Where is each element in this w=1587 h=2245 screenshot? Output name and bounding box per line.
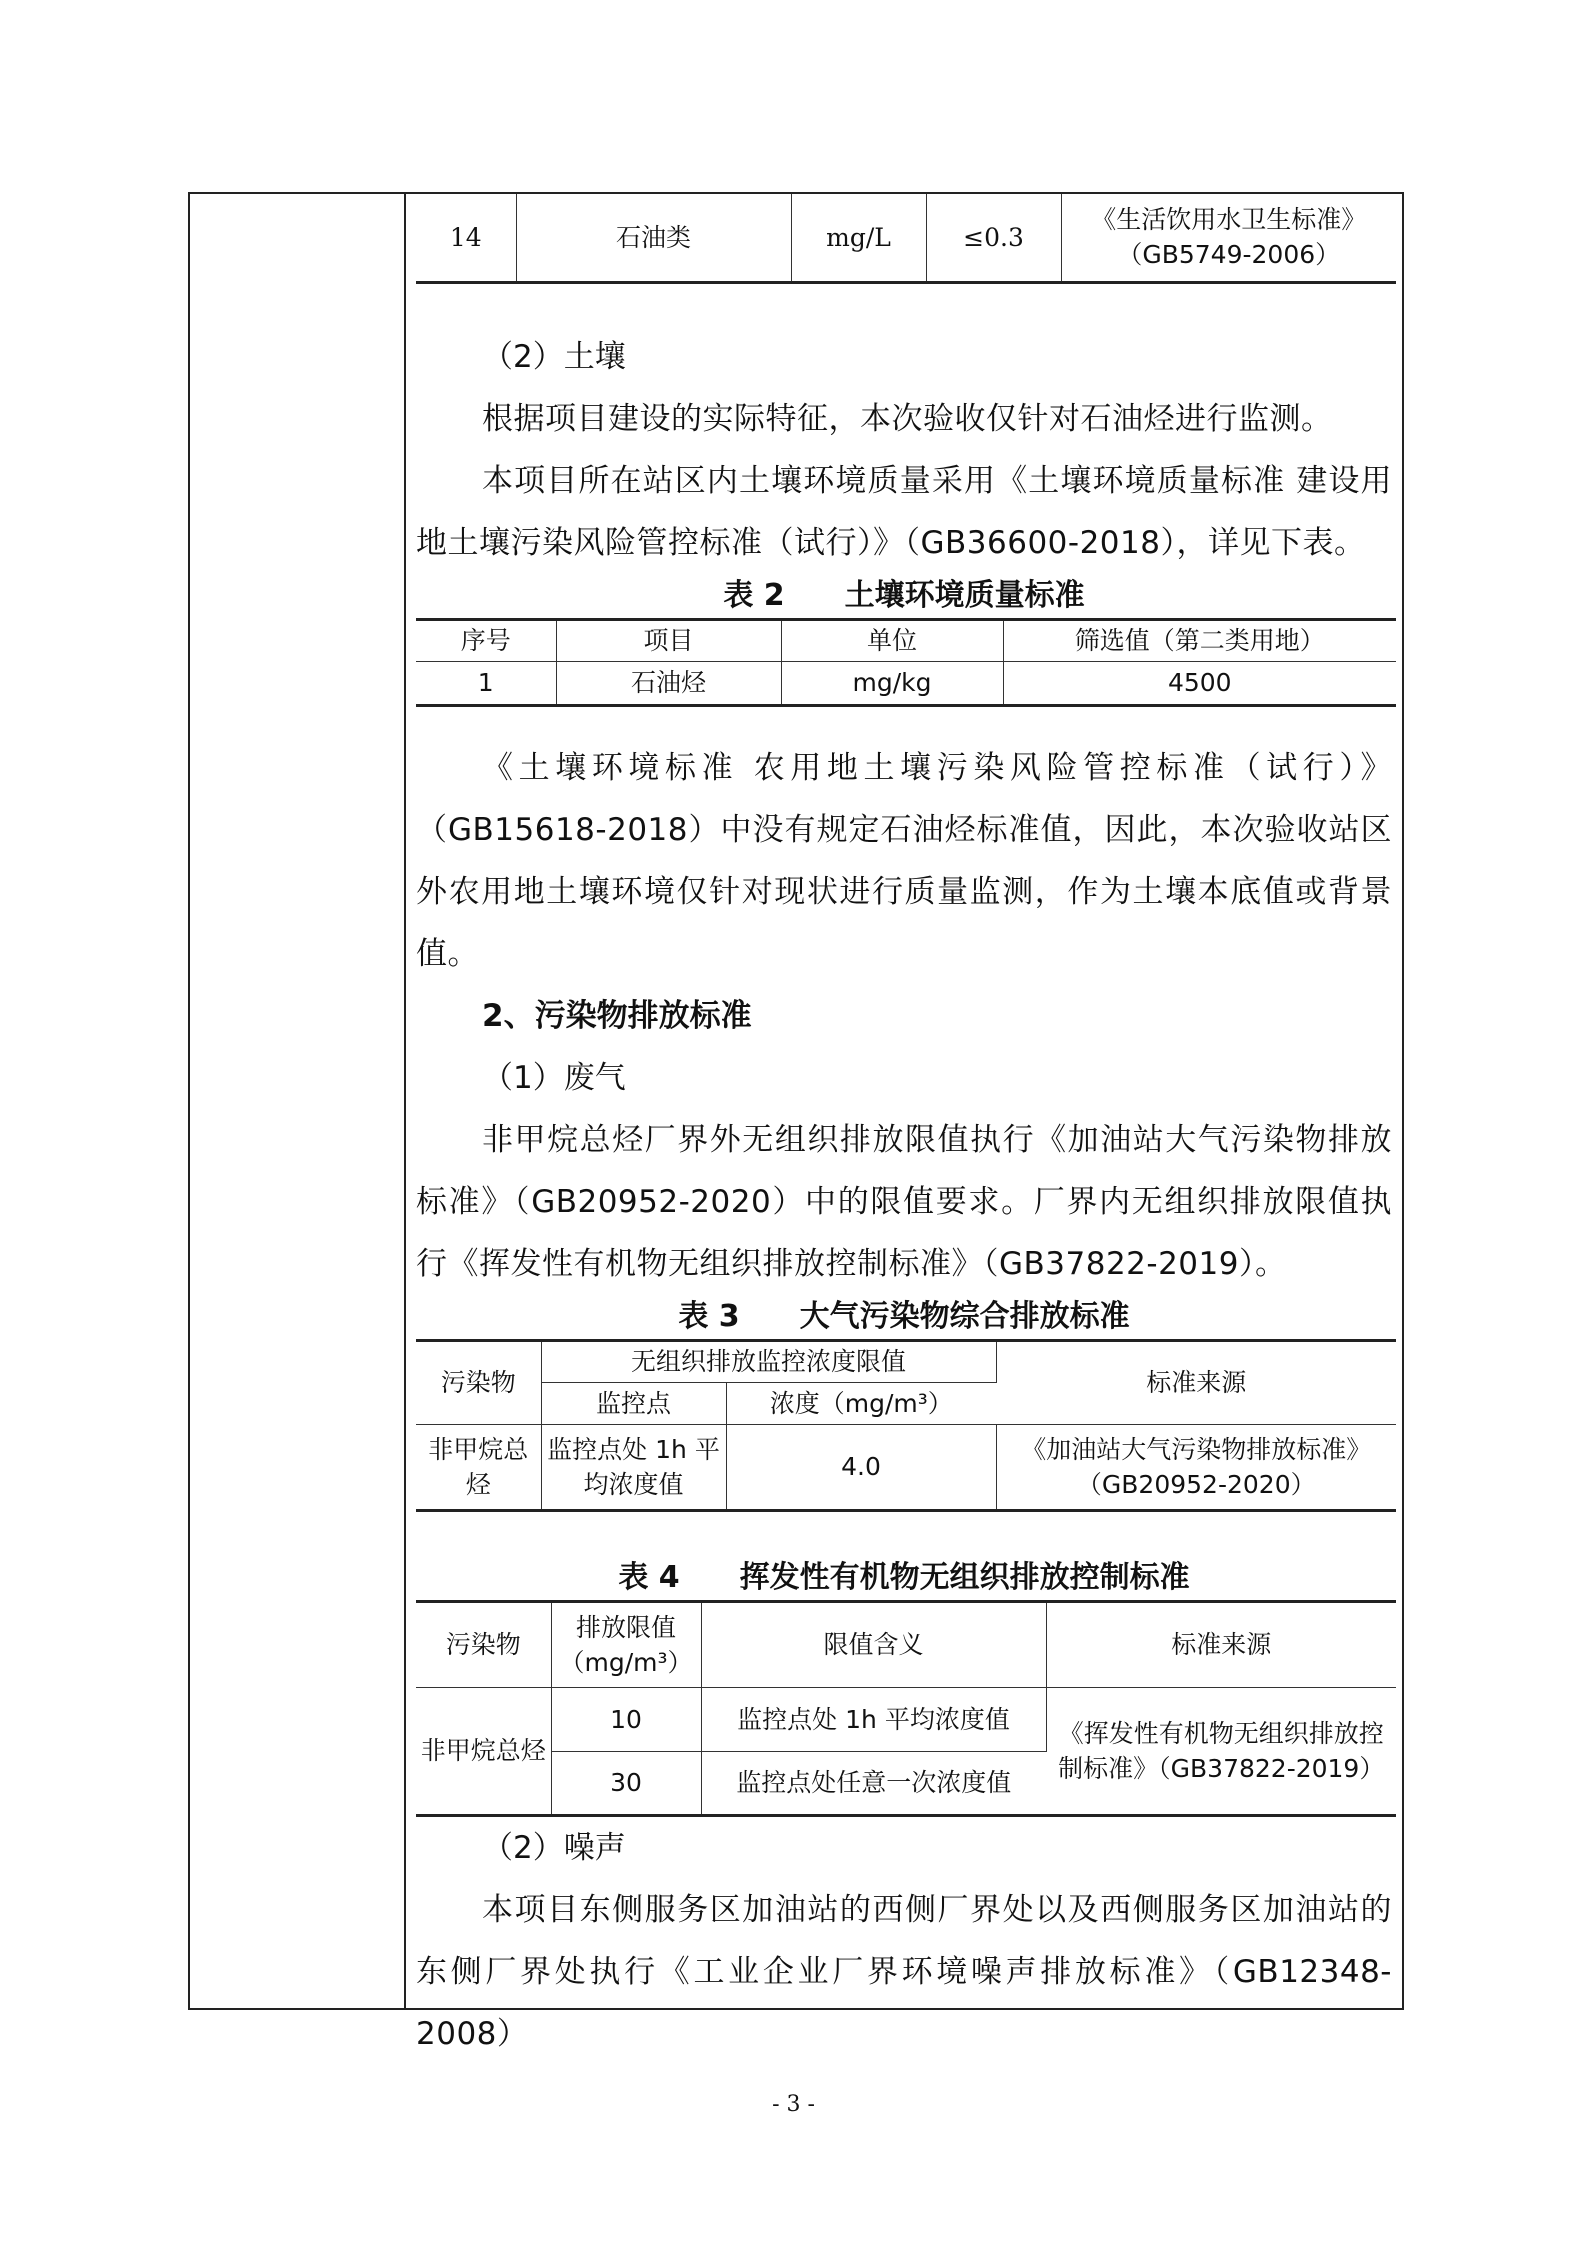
header-no: 序号 <box>416 619 556 661</box>
gas-paragraph: 非甲烷总烃厂界外无组织排放限值执行《加油站大气污染物排放标准》（GB20952-2020）中的限值要求。厂界内无组织排放限值执行《挥发性有机物无组织排放控制标准》（GB37822-2019）。 <box>416 1121 1392 1282</box>
t4-header-pollutant: 污染物 <box>416 1601 551 1687</box>
t3-header-pollutant: 污染物 <box>416 1340 541 1424</box>
left-column <box>190 194 406 2008</box>
table-row: 1 石油烃 mg/kg 4500 <box>416 661 1396 705</box>
row-item: 石油类 <box>516 194 791 282</box>
noise-paragraph: 本项目东侧服务区加油站的西侧厂界处以及西侧服务区加油站的东侧厂界处执行《工业企业厂界环境噪声排放标准》（GB12348-2008） <box>416 1891 1392 2052</box>
row-source: 《生活饮用水卫生标准》 （GB5749-2006） <box>1061 194 1396 282</box>
air-standard-table <box>416 1339 1396 1512</box>
soil-paragraph-3: 《土壤环境标准 农用地土壤污染风险管控标准（试行）》（GB15618-2018）中没有规定石油烃标准值，因此，本次验收站区外农用地土壤环境仅针对现状进行质量监测，作为土壤本底值或背景值。 <box>416 749 1392 972</box>
noise-heading: （2）噪声 <box>482 1829 626 1866</box>
header-item: 项目 <box>556 619 781 661</box>
table2-caption: 表 2 土壤环境质量标准 <box>723 577 1085 613</box>
t3-header-point: 监控点 <box>541 1382 726 1424</box>
soil-paragraph-2: 本项目所在站区内土壤环境质量采用《土壤环境质量标准 建设用地土壤污染风险管控标准（试行）》（GB36600-2018），详见下表。 <box>416 462 1392 561</box>
header-screening: 筛选值（第二类用地） <box>1003 619 1396 661</box>
table-row: 30 监控点处任意一次浓度值 <box>416 1751 1396 1815</box>
header-unit: 单位 <box>781 619 1003 661</box>
t3-header-conc: 浓度（mg/m³） <box>726 1382 996 1424</box>
t4-header-source: 标准来源 <box>1046 1601 1396 1687</box>
row-unit: mg/L <box>791 194 926 282</box>
soil-paragraph-1: 根据项目建设的实际特征，本次验收仅针对石油烃进行监测。 <box>482 400 1333 437</box>
table-row: 非甲烷总烃 监控点处 1h 平均浓度值 4.0 《加油站大气污染物排放标准》（GB20952-2020） <box>416 1424 1396 1510</box>
gas-heading: （1）废气 <box>482 1059 626 1096</box>
content-column <box>416 194 1392 2065</box>
soil-standard-table <box>416 618 1396 707</box>
voc-standard-table <box>416 1600 1396 1817</box>
table4-caption: 表 4 挥发性有机物无组织排放控制标准 <box>618 1559 1190 1595</box>
row-value: ≤0.3 <box>926 194 1061 282</box>
table3-caption: 表 3 大气污染物综合排放标准 <box>678 1298 1130 1334</box>
t4-header-meaning: 限值含义 <box>701 1601 1046 1687</box>
table-row <box>416 194 1396 282</box>
outer-frame <box>188 192 1404 2052</box>
emission-heading: 2、污染物排放标准 <box>482 997 752 1034</box>
t4-header-limit: 排放限值（mg/m³） <box>551 1601 701 1687</box>
t3-header-source: 标准来源 <box>996 1340 1396 1424</box>
row-no: 14 <box>416 194 516 282</box>
table-row: 非甲烷总烃 10 监控点处 1h 平均浓度值 《挥发性有机物无组织排放控制标准》（GB37822-2019） <box>416 1687 1396 1751</box>
page-number: - 3 - <box>772 2092 815 2117</box>
t3-header-limit: 无组织排放监控浓度限值 <box>541 1340 996 1382</box>
water-standard-table-tail <box>416 194 1396 284</box>
soil-heading: （2）土壤 <box>482 338 626 375</box>
